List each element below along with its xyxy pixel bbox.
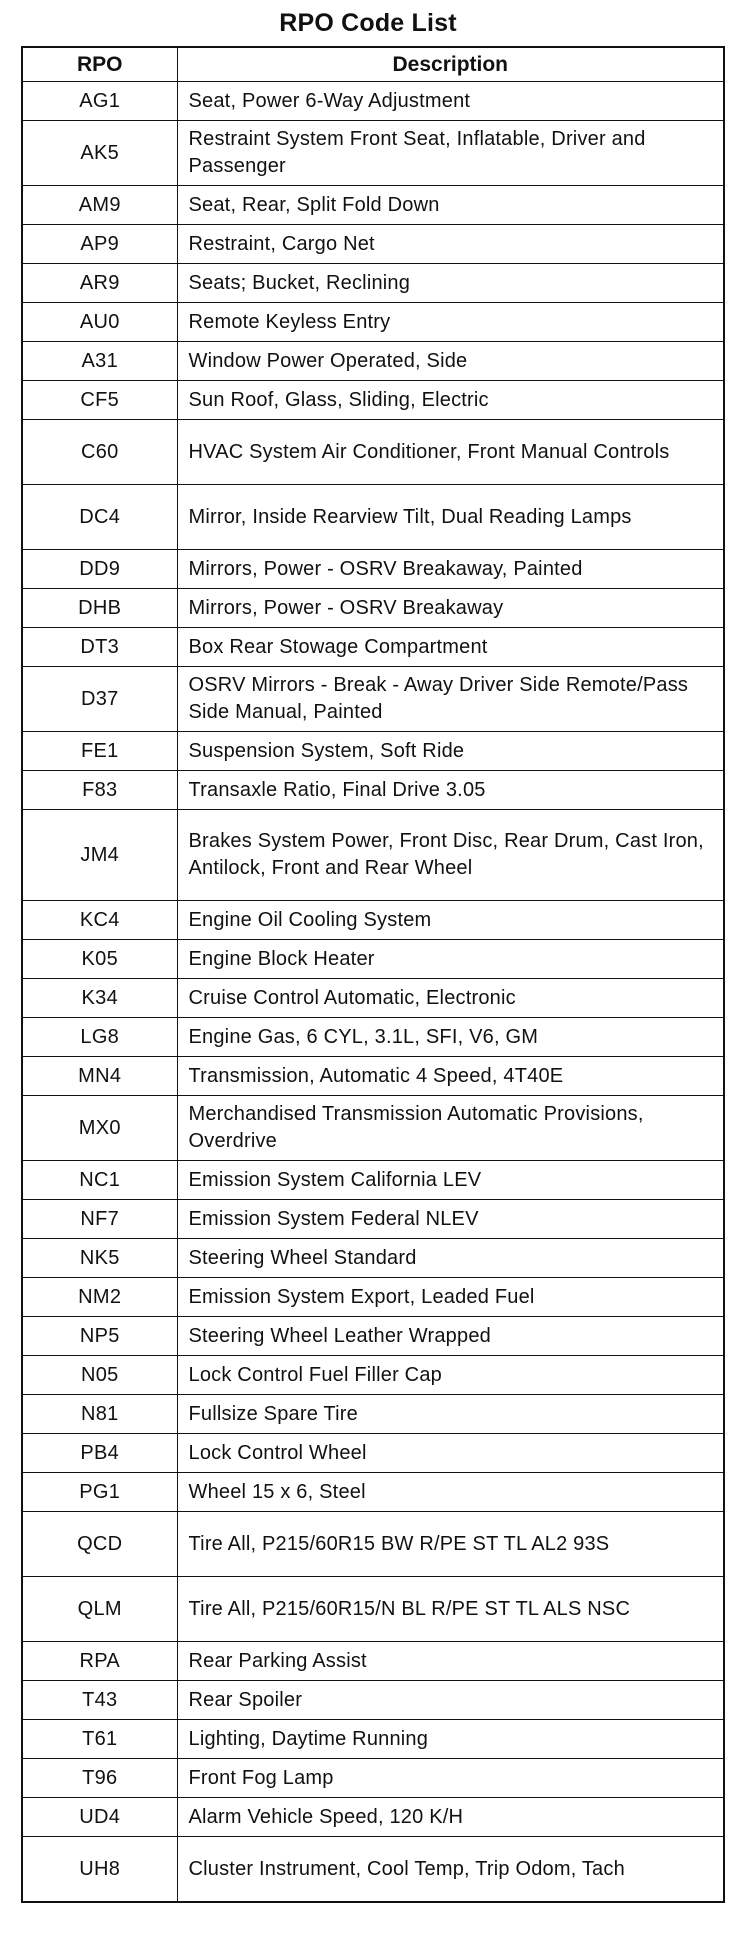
- description-cell: Engine Block Heater: [177, 940, 724, 979]
- description-cell: Brakes System Power, Front Disc, Rear Drum, Cast Iron, Antilock, Front and Rear Wheel: [177, 810, 724, 901]
- table-row: [22, 186, 724, 225]
- rpo-code-cell: NP5: [22, 1317, 177, 1356]
- rpo-code-cell: KC4: [22, 901, 177, 940]
- description-cell: Transmission, Automatic 4 Speed, 4T40E: [177, 1057, 724, 1096]
- description-cell: Steering Wheel Standard: [177, 1239, 724, 1278]
- table-row: [22, 1759, 724, 1798]
- rpo-code-cell: NC1: [22, 1161, 177, 1200]
- rpo-code-cell: LG8: [22, 1018, 177, 1057]
- rpo-code-table: [21, 46, 725, 1903]
- table-row: [22, 1278, 724, 1317]
- table-row: [22, 1018, 724, 1057]
- description-cell: Emission System Federal NLEV: [177, 1200, 724, 1239]
- rpo-code-cell: MN4: [22, 1057, 177, 1096]
- table-header: [22, 47, 724, 82]
- table-row: [22, 381, 724, 420]
- page-title: RPO Code List: [279, 9, 457, 37]
- rpo-code-cell: T96: [22, 1759, 177, 1798]
- table-row: [22, 485, 724, 550]
- rpo-code-cell: AU0: [22, 303, 177, 342]
- rpo-code-cell: UD4: [22, 1798, 177, 1837]
- description-cell: Window Power Operated, Side: [177, 342, 724, 381]
- rpo-code-cell: DC4: [22, 485, 177, 550]
- table-row: [22, 121, 724, 186]
- rpo-code-cell: T61: [22, 1720, 177, 1759]
- table-row: [22, 732, 724, 771]
- table-row: [22, 1512, 724, 1577]
- rpo-code-cell: DD9: [22, 550, 177, 589]
- table-row: [22, 303, 724, 342]
- rpo-code-cell: PG1: [22, 1473, 177, 1512]
- table-row: [22, 1200, 724, 1239]
- table-row: [22, 628, 724, 667]
- description-cell: Fullsize Spare Tire: [177, 1395, 724, 1434]
- rpo-code-cell: QCD: [22, 1512, 177, 1577]
- description-cell: Steering Wheel Leather Wrapped: [177, 1317, 724, 1356]
- table-row: [22, 420, 724, 485]
- rpo-code-cell: QLM: [22, 1577, 177, 1642]
- rpo-code-cell: N81: [22, 1395, 177, 1434]
- table-row: [22, 1317, 724, 1356]
- description-cell: Engine Oil Cooling System: [177, 901, 724, 940]
- table-row: [22, 771, 724, 810]
- rpo-code-cell: NF7: [22, 1200, 177, 1239]
- description-cell: Mirror, Inside Rearview Tilt, Dual Reading Lamps: [177, 485, 724, 550]
- description-cell: Seat, Power 6-Way Adjustment: [177, 82, 724, 121]
- rpo-code-cell: NM2: [22, 1278, 177, 1317]
- description-cell: Restraint System Front Seat, Inflatable, Driver and Passenger: [177, 121, 724, 186]
- description-cell: Mirrors, Power - OSRV Breakaway: [177, 589, 724, 628]
- rpo-code-cell: AK5: [22, 121, 177, 186]
- rpo-code-cell: RPA: [22, 1642, 177, 1681]
- table-body: [22, 82, 724, 1903]
- rpo-code-cell: UH8: [22, 1837, 177, 1903]
- table-row: [22, 979, 724, 1018]
- description-cell: Rear Spoiler: [177, 1681, 724, 1720]
- description-cell: Box Rear Stowage Compartment: [177, 628, 724, 667]
- rpo-code-cell: DHB: [22, 589, 177, 628]
- rpo-code-cell: CF5: [22, 381, 177, 420]
- table-row: [22, 1356, 724, 1395]
- table-row: [22, 1434, 724, 1473]
- table-row: [22, 1057, 724, 1096]
- rpo-code-cell: AR9: [22, 264, 177, 303]
- rpo-code-cell: FE1: [22, 732, 177, 771]
- rpo-code-cell: AP9: [22, 225, 177, 264]
- table-row: [22, 550, 724, 589]
- rpo-code-cell: AM9: [22, 186, 177, 225]
- rpo-code-cell: A31: [22, 342, 177, 381]
- header-rpo: RPO: [22, 47, 177, 82]
- description-cell: Tire All, P215/60R15/N BL R/PE ST TL ALS NSC: [177, 1577, 724, 1642]
- rpo-code-cell: K05: [22, 940, 177, 979]
- table-row: [22, 901, 724, 940]
- rpo-code-cell: T43: [22, 1681, 177, 1720]
- description-cell: OSRV Mirrors - Break - Away Driver Side Remote/Pass Side Manual, Painted: [177, 667, 724, 732]
- description-cell: Rear Parking Assist: [177, 1642, 724, 1681]
- rpo-code-cell: AG1: [22, 82, 177, 121]
- description-cell: Seats; Bucket, Reclining: [177, 264, 724, 303]
- rpo-code-cell: DT3: [22, 628, 177, 667]
- table-row: [22, 1395, 724, 1434]
- rpo-code-cell: F83: [22, 771, 177, 810]
- description-cell: Tire All, P215/60R15 BW R/PE ST TL AL2 93S: [177, 1512, 724, 1577]
- description-cell: Lock Control Fuel Filler Cap: [177, 1356, 724, 1395]
- description-cell: Transaxle Ratio, Final Drive 3.05: [177, 771, 724, 810]
- table-row: [22, 940, 724, 979]
- description-cell: HVAC System Air Conditioner, Front Manual Controls: [177, 420, 724, 485]
- description-cell: Lock Control Wheel: [177, 1434, 724, 1473]
- description-cell: Alarm Vehicle Speed, 120 K/H: [177, 1798, 724, 1837]
- table-row: [22, 810, 724, 901]
- description-cell: Emission System Export, Leaded Fuel: [177, 1278, 724, 1317]
- description-cell: Cluster Instrument, Cool Temp, Trip Odom, Tach: [177, 1837, 724, 1903]
- table-row: [22, 667, 724, 732]
- description-cell: Suspension System, Soft Ride: [177, 732, 724, 771]
- table-row: [22, 82, 724, 121]
- description-cell: Cruise Control Automatic, Electronic: [177, 979, 724, 1018]
- rpo-code-cell: N05: [22, 1356, 177, 1395]
- rpo-code-cell: C60: [22, 420, 177, 485]
- table-row: [22, 1096, 724, 1161]
- rpo-code-cell: D37: [22, 667, 177, 732]
- table-row: [22, 1161, 724, 1200]
- table-row: [22, 225, 724, 264]
- header-description: Description: [177, 47, 724, 82]
- description-cell: Merchandised Transmission Automatic Provisions, Overdrive: [177, 1096, 724, 1161]
- description-cell: Restraint, Cargo Net: [177, 225, 724, 264]
- table-row: [22, 1577, 724, 1642]
- table-row: [22, 589, 724, 628]
- table-row: [22, 1473, 724, 1512]
- description-cell: Engine Gas, 6 CYL, 3.1L, SFI, V6, GM: [177, 1018, 724, 1057]
- description-cell: Emission System California LEV: [177, 1161, 724, 1200]
- table-row: [22, 1239, 724, 1278]
- rpo-code-cell: MX0: [22, 1096, 177, 1161]
- table-row: [22, 1642, 724, 1681]
- description-cell: Mirrors, Power - OSRV Breakaway, Painted: [177, 550, 724, 589]
- table-row: [22, 342, 724, 381]
- description-cell: Sun Roof, Glass, Sliding, Electric: [177, 381, 724, 420]
- table-row: [22, 264, 724, 303]
- description-cell: Wheel 15 x 6, Steel: [177, 1473, 724, 1512]
- table-row: [22, 1798, 724, 1837]
- table-row: [22, 1720, 724, 1759]
- rpo-code-cell: K34: [22, 979, 177, 1018]
- description-cell: Front Fog Lamp: [177, 1759, 724, 1798]
- header-row: [22, 47, 724, 82]
- rpo-code-cell: JM4: [22, 810, 177, 901]
- table-row: [22, 1837, 724, 1903]
- table-row: [22, 1681, 724, 1720]
- rpo-code-cell: PB4: [22, 1434, 177, 1473]
- description-cell: Remote Keyless Entry: [177, 303, 724, 342]
- rpo-code-cell: NK5: [22, 1239, 177, 1278]
- description-cell: Lighting, Daytime Running: [177, 1720, 724, 1759]
- description-cell: Seat, Rear, Split Fold Down: [177, 186, 724, 225]
